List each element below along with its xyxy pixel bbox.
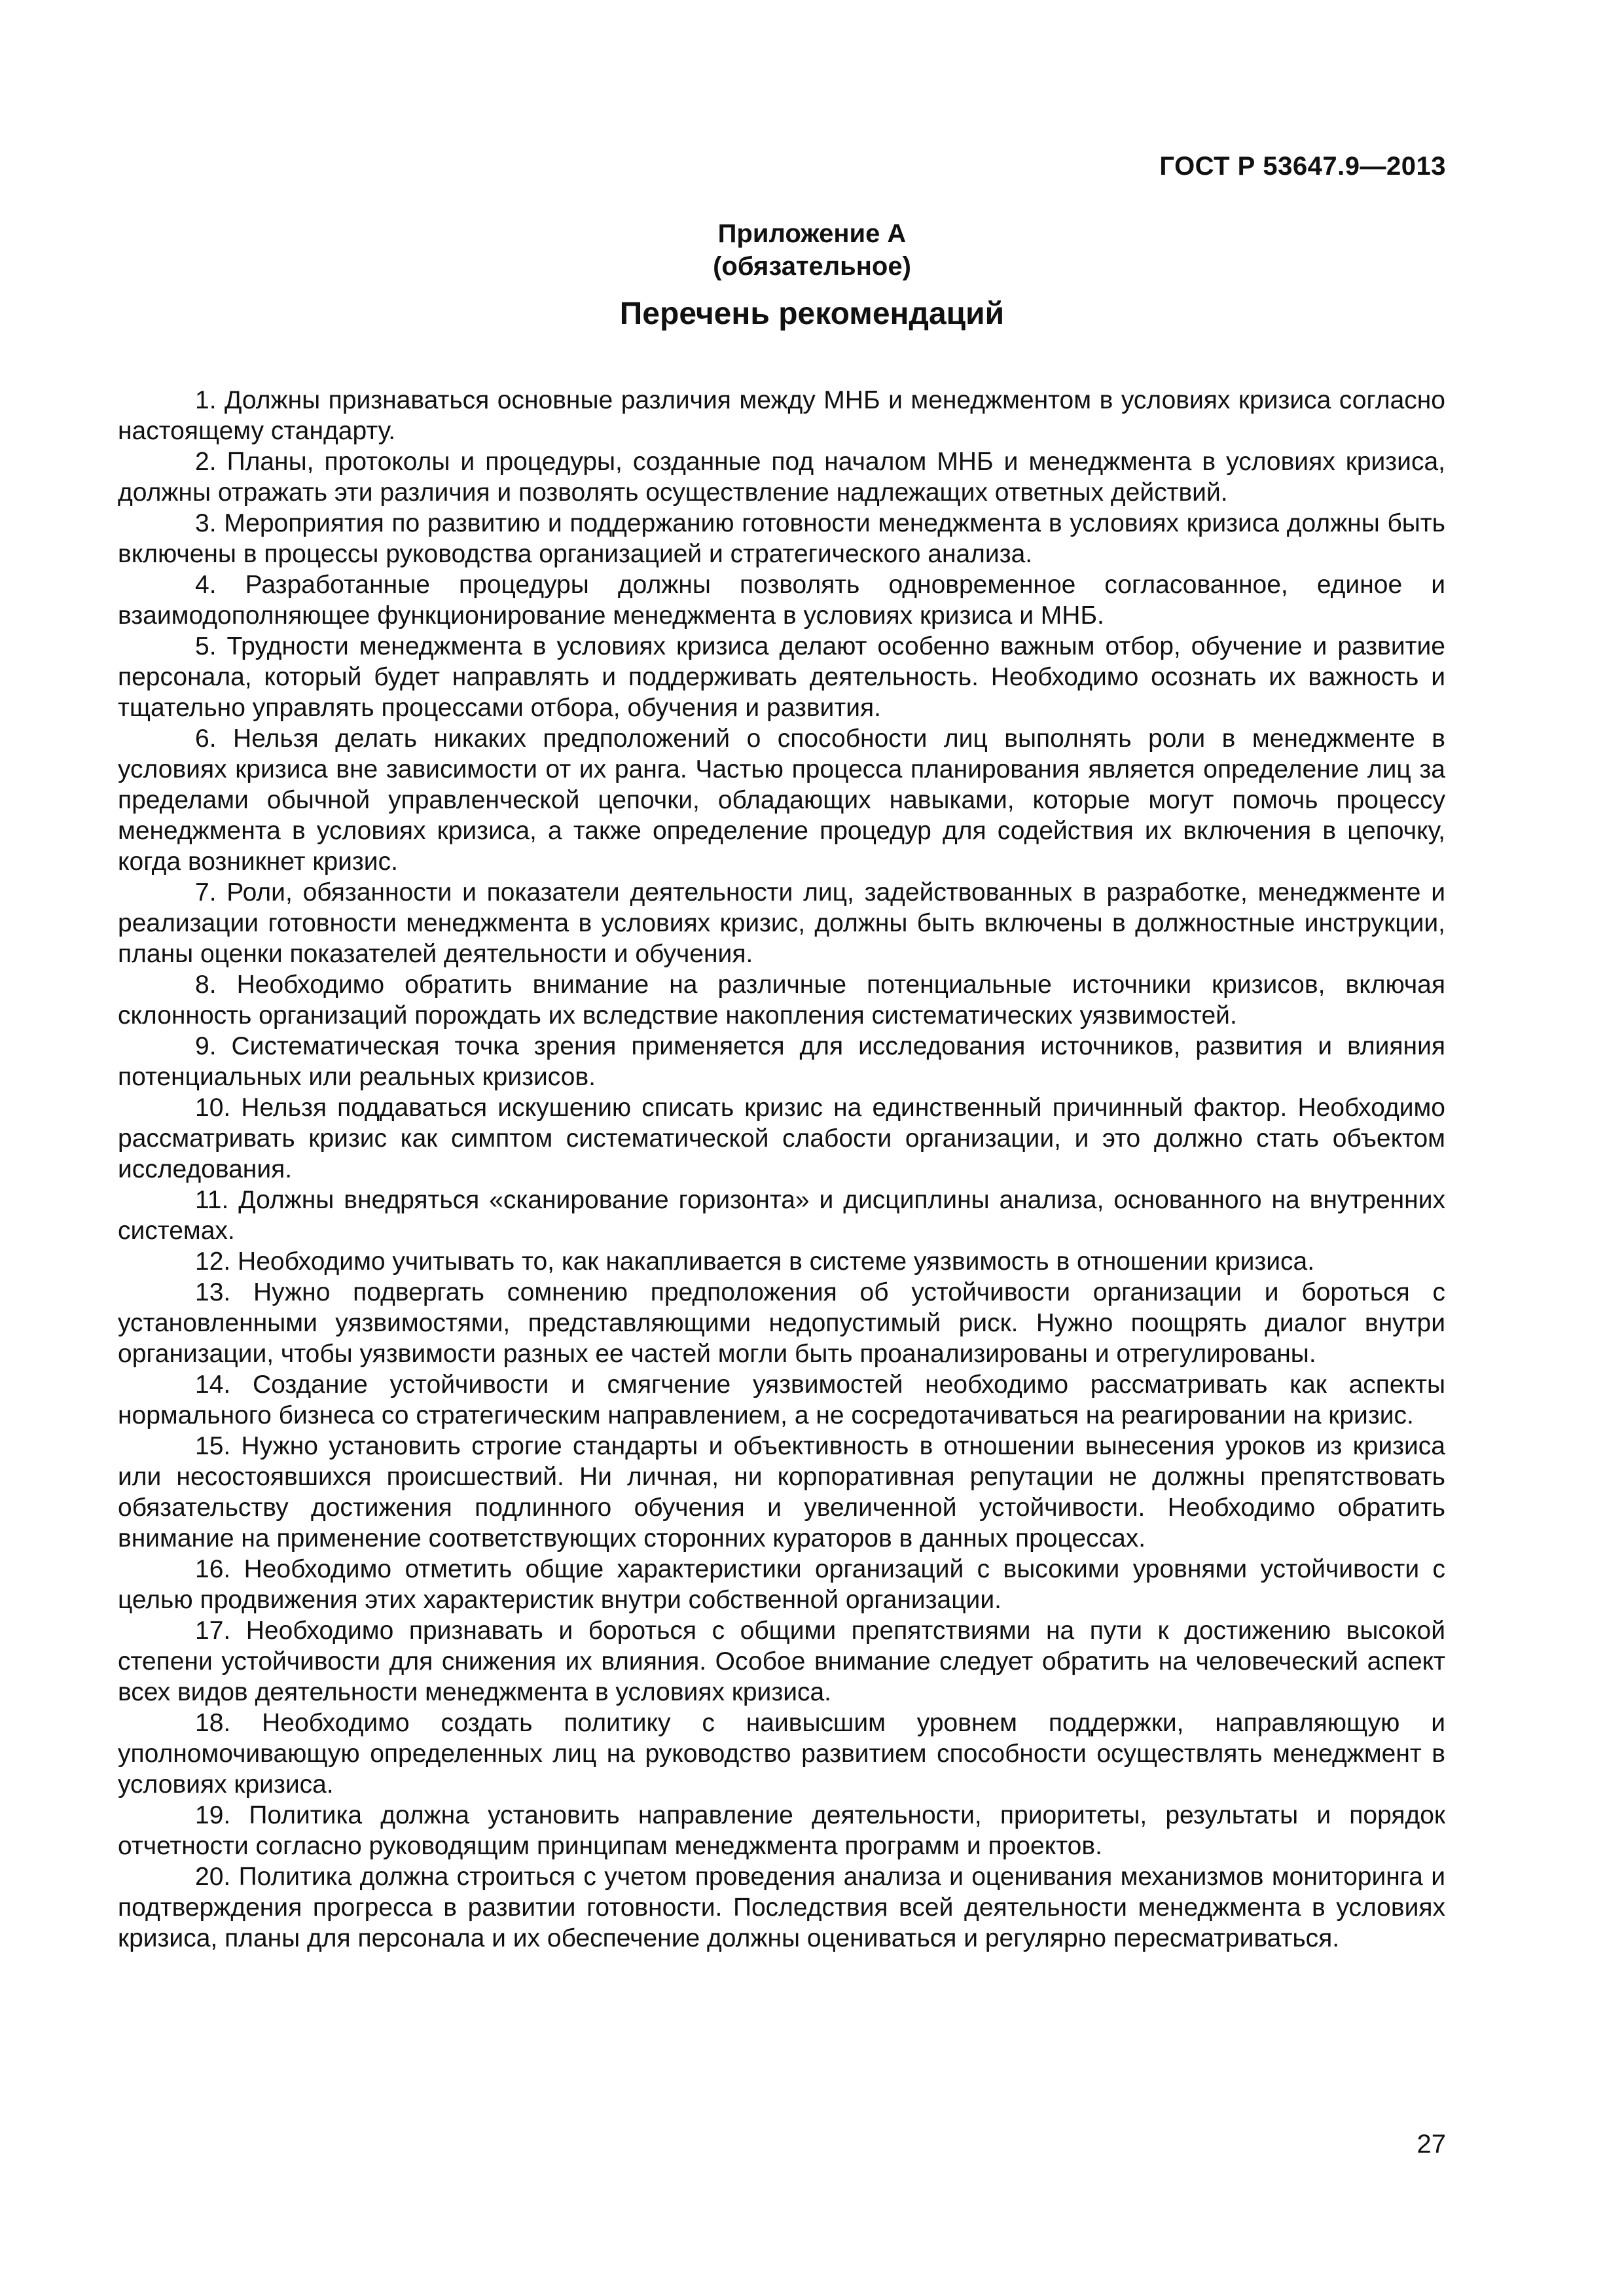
recommendation-item: 7. Роли, обязанности и показатели деятельности лиц, задействованных в разработке, менеджменте и реализации готовности менеджмента в условиях кризис, должны быть включены в должностные инструкции, планы оценки показателей деятельности и обучения.: [118, 878, 1445, 968]
recommendation-item: 9. Систематическая точка зрения применяется для исследования источников, развития и влияния потенциальных или реальных кризисов.: [118, 1032, 1445, 1091]
annex-status: (обязательное): [713, 252, 911, 281]
recommendation-item: 20. Политика должна строиться с учетом проведения анализа и оценивания механизмов мониторинга и подтверждения прогресса в развитии готовности. Последствия всей деятельности менеджмента в условиях кризиса, планы для персонала и их обеспечение должны оцениваться и регулярно пересматриваться.: [118, 1863, 1445, 1952]
recommendation-item: 4. Разработанные процедуры должны позволять одновременное согласованное, единое и взаимодополняющее функционирование менеджмента в условиях кризиса и МНБ.: [118, 571, 1445, 630]
document-code: ГОСТ Р 53647.9—2013: [1159, 152, 1446, 181]
recommendation-item: 8. Необходимо обратить внимание на различные потенциальные источники кризисов, включая склонность организаций порождать их вследствие накопления систематических уязвимостей.: [118, 971, 1445, 1030]
recommendation-item: 6. Нельзя делать никаких предположений о способности лиц выполнять роли в менеджменте в условиях кризиса вне зависимости от их ранга. Частью процесса планирования является определение лиц за пределами обычной управленческой цепочки, обладающих навыками, которые могут помочь процессу менеджмента в условиях кризиса, а также определение процедур для содействия их включения в цепочку, когда возникнет кризис.: [118, 725, 1445, 876]
recommendation-item: 5. Трудности менеджмента в условиях кризиса делают особенно важным отбор, обучение и развитие персонала, который будет направлять и поддерживать деятельность. Необходимо осознать их важность и тщательно управлять процессами отбора, обучения и развития.: [118, 632, 1445, 722]
annex-title: Приложение А: [717, 219, 907, 248]
recommendation-item: 17. Необходимо признавать и бороться с общими препятствиями на пути к достижению высокой степени устойчивости для снижения их влияния. Особое внимание следует обратить на человеческий аспект всех видов деятельности менеджмента в условиях кризиса.: [118, 1617, 1445, 1706]
recommendation-item: 2. Планы, протоколы и процедуры, созданные под началом МНБ и менеджмента в условиях кризиса, должны отражать эти различия и позволять осуществление надлежащих ответных действий.: [118, 448, 1445, 507]
recommendation-item: 12. Необходимо учитывать то, как накапливается в системе уязвимость в отношении кризиса.: [195, 1247, 1315, 1276]
recommendations-list: [118, 385, 1445, 1954]
recommendation-item: 10. Нельзя поддаваться искушению списать кризис на единственный причинный фактор. Необходимо рассматривать кризис как симптом систематической слабости организации, и это должно стать объектом исследования.: [118, 1094, 1445, 1183]
recommendation-item: 14. Создание устойчивости и смягчение уязвимостей необходимо рассматривать как аспекты нормального бизнеса со стратегическим направлением, а не сосредотачиваться на реагировании на кризис.: [118, 1371, 1445, 1429]
recommendation-item: 3. Мероприятия по развитию и поддержанию готовности менеджмента в условиях кризиса должны быть включены в процессы руководства организацией и стратегического анализа.: [118, 509, 1445, 568]
recommendation-item: 19. Политика должна установить направление деятельности, приоритеты, результаты и порядок отчетности согласно руководящим принципам менеджмента программ и проектов.: [118, 1801, 1445, 1860]
recommendation-item: 13. Нужно подвергать сомнению предположения об устойчивости организации и бороться с установленными уязвимостями, представляющими недопустимый риск. Нужно поощрять диалог внутри организации, чтобы уязвимости разных ее частей могли быть проанализированы и отрегулированы.: [118, 1278, 1445, 1368]
page-number: 27: [1416, 2130, 1446, 2159]
recommendation-item: 15. Нужно установить строгие стандарты и объективность в отношении вынесения уроков из кризиса или несостоявшихся происшествий. Ни личная, ни корпоративная репутации не должны препятствовать обязательству достижения подлинного обучения и увеличенной устойчивости. Необходимо обратить внимание на применение соответствующих сторонних кураторов в данных процессах.: [118, 1432, 1445, 1552]
recommendation-item: 1. Должны признаваться основные различия между МНБ и менеджментом в условиях кризиса согласно настоящему стандарту.: [118, 386, 1445, 445]
recommendation-item: 18. Необходимо создать политику с наивысшим уровнем поддержки, направляющую и уполномочивающую определенных лиц на руководство развитием способности осуществлять менеджмент в условиях кризиса.: [118, 1709, 1445, 1799]
annex-heading: [0, 217, 1624, 283]
recommendation-item: 11. Должны внедряться «сканирование горизонта» и дисциплины анализа, основанного на внутренних системах.: [118, 1186, 1445, 1245]
recommendation-item: 16. Необходимо отметить общие характеристики организаций с высокими уровнями устойчивости с целью продвижения этих характеристик внутри собственной организации.: [118, 1555, 1445, 1614]
recommendations-title: Перечень рекомендаций: [619, 296, 1005, 331]
